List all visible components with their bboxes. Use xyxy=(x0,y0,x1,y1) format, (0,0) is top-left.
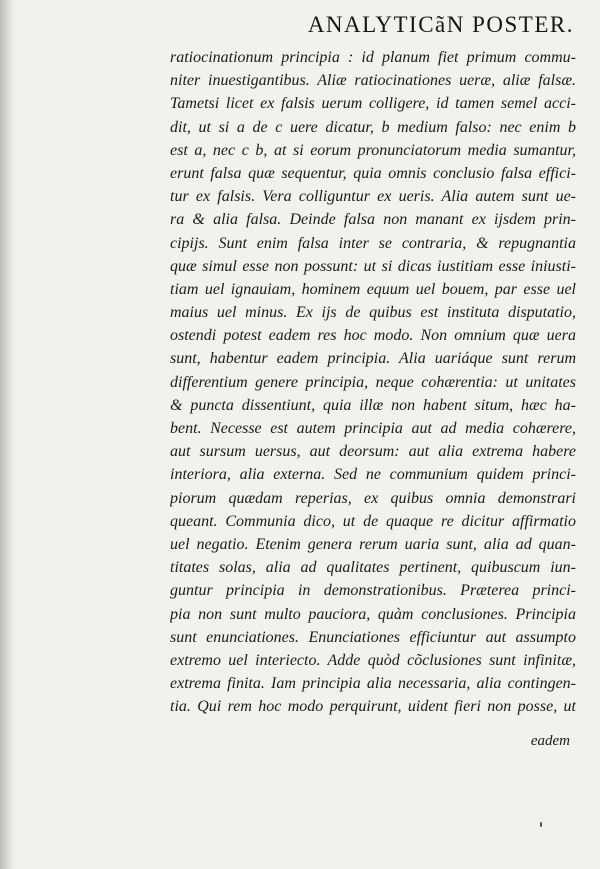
text-line: sunt enunciationes. Enunciationes efficiuntur aut assumpto xyxy=(170,628,576,646)
text-line: ra & alia falsa. Deinde falsa non manant ex ijsdem prin- xyxy=(170,211,576,229)
text-line: Tametsi licet ex falsis uerum colligere, id tamen semel acci- xyxy=(170,95,576,113)
text-line: titates solas, alia ad qualitates pertinent, quibuscum iun- xyxy=(170,559,576,577)
text-line: aut sursum uersus, aut deorsum: aut alia extrema habere xyxy=(170,443,576,461)
text-line: extrema finita. Iam principia alia necessaria, alia contingen- xyxy=(170,675,576,693)
catchword: eadem xyxy=(530,733,570,749)
text-line: dit, ut si a de c uere dicatur, b medium falso: nec enim b xyxy=(170,118,576,136)
running-head: ANALYTICãN POSTER. xyxy=(307,12,574,37)
text-line: tiam uel ignauiam, hominem equum uel bouem, par esse uel xyxy=(170,280,576,298)
text-line: uel negatio. Etenim genera rerum uaria sunt, alia ad quan- xyxy=(170,535,576,553)
text-line: ratiocinationum principia : id planum fiet primum commu- xyxy=(170,49,576,66)
text-line: maius uel minus. Ex ijs de quibus est instituta disputatio, xyxy=(170,304,576,322)
text-line: erunt falsa quæ sequentur, quia omnis conclusio falsa effici- xyxy=(170,164,576,182)
text-line: extremo uel interiecto. Adde quòd cõclusiones sunt infinitæ, xyxy=(170,651,576,669)
text-line: bent. Necesse est autem principia aut ad media cohærere, xyxy=(170,420,576,437)
text-line: guntur principia in demonstrationibus. Præterea princi- xyxy=(170,582,576,600)
body-text xyxy=(170,46,576,718)
text-line: interiora, alia externa. Sed ne communium quidem princi- xyxy=(170,466,576,484)
text-line: cipijs. Sunt enim falsa inter se contraria, & repugnantia xyxy=(170,234,576,252)
text-line: queant. Communia dico, ut de quaque re dicitur affirmatio xyxy=(170,512,576,530)
text-line: sunt, habentur eadem principia. Alia uariáque sunt rerum xyxy=(170,350,576,368)
text-line: pia non sunt multo pauciora, quàm conclusiones. Principia xyxy=(170,605,576,623)
text-line: & puncta dissentiunt, quia illæ non habent situm, hæc ha- xyxy=(170,396,576,414)
text-line: niter inuestigantibus. Aliæ ratiocinationes ueræ, aliæ falsæ. xyxy=(170,72,576,90)
text-line: est a, nec c b, at si eorum pronunciatorum media sumantur, xyxy=(170,141,576,159)
text-line: piorum quædam reperias, ex quibus omnia demonstrari xyxy=(170,489,576,507)
text-line: ostendi potest eadem res hoc modo. Non omnium quæ uera xyxy=(170,327,576,345)
text-line: differentium genere principia, neque cohærentia: ut unitates xyxy=(170,373,576,391)
ink-speck xyxy=(540,822,542,827)
text-line: tia. Qui rem hoc modo perquirunt, uident fieri non posse, ut xyxy=(170,698,576,716)
text-line: quæ simul esse non possunt: ut si dicas iustitiam esse iniusti- xyxy=(170,257,576,275)
text-line: tur ex falsis. Vera colliguntur ex ueris. Alia autem sunt ue- xyxy=(170,188,576,206)
